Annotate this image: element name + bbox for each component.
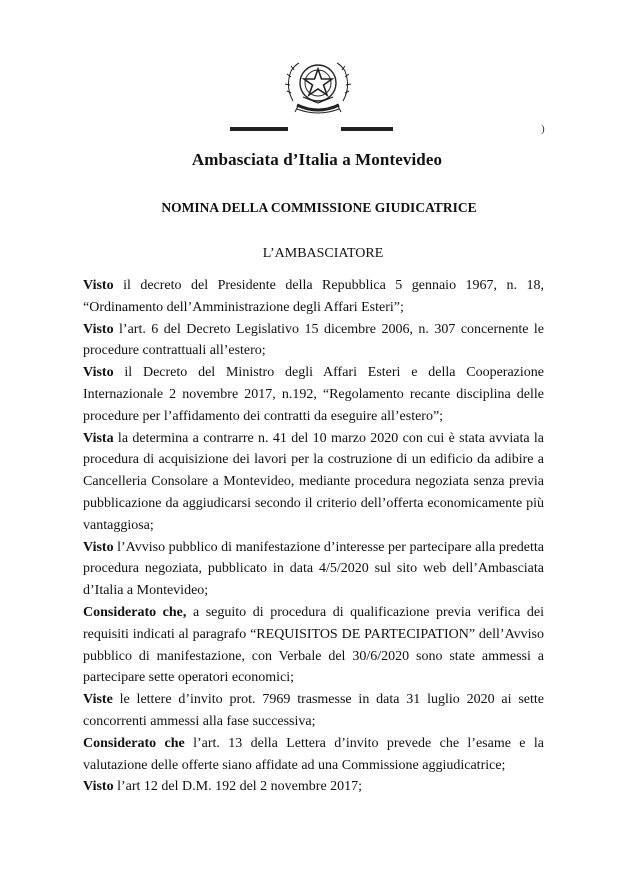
paragraph [83,537,544,602]
paragraph-text: l’Avviso pubblico di manifestazione d’interesse per partecipare alla predetta procedura negoziata, pubblicato in data 4/5/2020 sul sito web dell’Ambasciata d’Italia a Montevideo; [83,539,544,599]
paragraph-text: le lettere d’invito prot. 7969 trasmesse in data 31 luglio 2020 ai sette concorrenti ammessi alla fase successiva; [83,692,544,729]
paragraph [83,776,544,798]
paragraph [83,319,544,363]
paragraph [83,275,544,319]
paragraph-keyword: Visto [83,365,114,381]
paragraph-keyword: Vista [83,430,114,446]
header-rule-left [230,127,288,131]
paragraph-keyword: Visto [83,539,114,555]
paragraph [83,428,544,537]
paragraph-text: a seguito di procedura di qualificazione previa verifica dei requisiti indicati al paragrafo “REQUISITOS DE PARTECIPATION” dell’Avviso pubblico di manifestazione, con Verbale del 30/6/2020 sono state ammessi a partecipare sette operatori economici; [83,604,544,686]
issuer-title: L’AMBASCIATORE [262,246,384,261]
paragraph-text: il Decreto del Ministro degli Affari Esteri e della Cooperazione Internazionale 2 novembre 2017, n.192, “Regolamento recante disciplina delle procedure per l’affidamento dei contratti da eseguire all’estero”; [83,365,544,424]
paragraph [83,689,544,733]
paragraph-text: l’art. 6 del Decreto Legislativo 15 dicembre 2006, n. 307 concernente le procedure contrattuali all’estero; [83,321,544,359]
paragraph [83,602,544,689]
paragraph [83,362,544,427]
paragraph-text: l’art 12 del D.M. 192 del 2 novembre 2017; [113,779,363,795]
paragraph [83,733,544,777]
document-body [83,275,544,798]
paragraph-keyword: Visto [83,321,114,337]
paragraph-keyword: Considerato che [83,735,185,751]
paragraph-keyword: Visto [83,779,114,795]
paragraph-text: la determina a contrarre n. 41 del 10 marzo 2020 con cui è stata avviata la procedura di acquisizione dei lavori per la costruzione di un edificio da adibire a Cancelleria Consolare a Montevideo, mediante procedura negoziata senza previa pubblicazione da aggiudicarsi secondo il criterio dell’offerta economicamente più vantaggiosa; [83,430,544,533]
paragraph-keyword: Considerato che, [83,604,187,620]
header-rule-right [341,127,393,131]
paragraph-keyword: Visto [83,278,114,293]
paragraph-text: l’art. 13 della Lettera d’invito prevede che l’esame e la valutazione delle offerte siano affidate ad una Commissione aggiudicatrice; [83,735,544,773]
embassy-name: Ambasciata d’Italia a Montevideo [191,150,443,169]
italian-republic-emblem-icon [281,57,355,117]
paragraph-text: il decreto del Presidente della Repubblica 5 gennaio 1967, n. 18, “Ordinamento dell’Amministrazione degli Affari Esteri”; [83,278,544,315]
paragraph-keyword: Viste [83,692,113,708]
stray-mark: ) [541,123,545,135]
document-title: NOMINA DELLA COMMISSIONE GIUDICATRICE [161,200,477,215]
